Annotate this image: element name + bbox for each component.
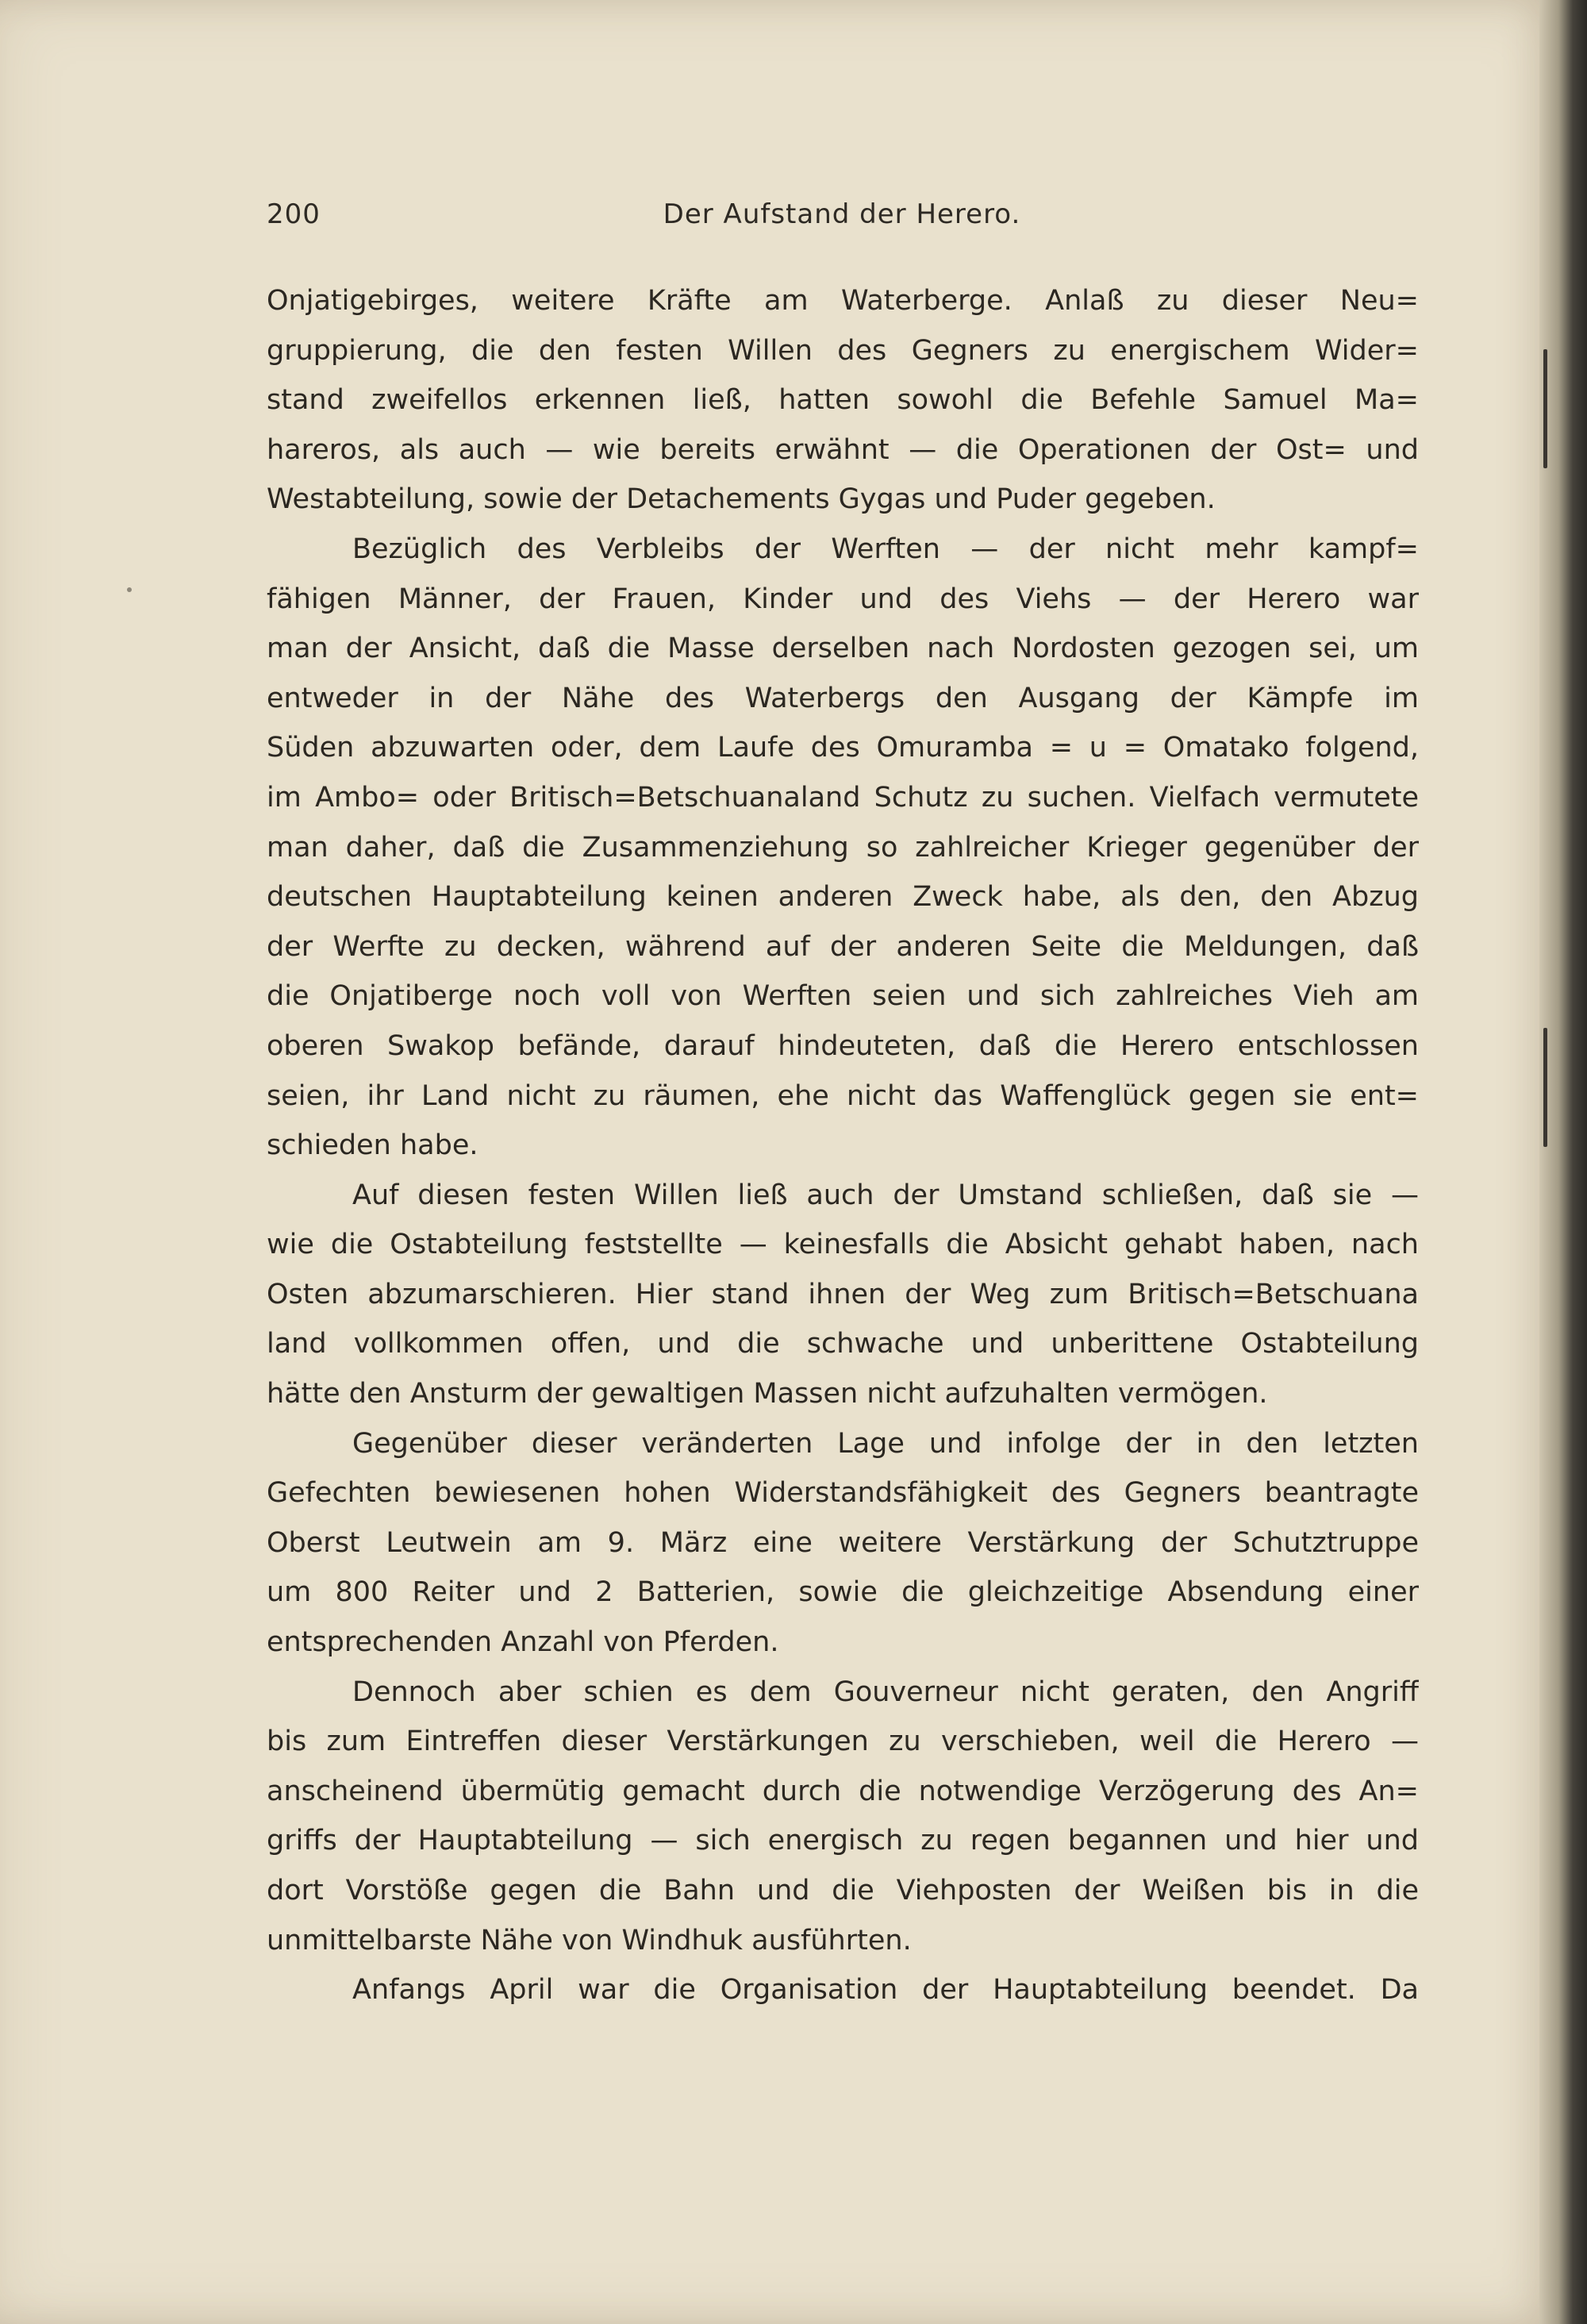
text-line: Oberst Leutwein am 9. März eine weitere Verstärkung der Schutztruppe xyxy=(267,1526,1419,1559)
body-text xyxy=(267,276,1419,2015)
text-line: dort Vorstöße gegen die Bahn und die Viehposten der Weißen bis in die xyxy=(267,1875,1419,1907)
text-line: stand zweifellos erkennen ließ, hatten sowohl die Befehle Samuel Ma= xyxy=(267,384,1419,417)
paragraph xyxy=(267,1171,1419,1419)
book-spine xyxy=(1539,0,1587,2324)
spine-mark-top xyxy=(1543,349,1547,468)
paragraph xyxy=(267,1419,1419,1668)
text-line: bis zum Eintreffen dieser Verstärkungen zu verschieben, weil die Herero — xyxy=(267,1726,1419,1758)
paragraph xyxy=(267,1965,1419,2015)
spine-mark-middle xyxy=(1543,1028,1547,1147)
text-line: unmittelbarste Nähe von Windhuk ausführten. xyxy=(267,1924,912,1957)
text-line: um 800 Reiter und 2 Batterien, sowie die gleichzeitige Absendung einer xyxy=(267,1576,1419,1609)
text-line: wie die Ostabteilung feststellte — keinesfalls die Absicht gehabt haben, nach xyxy=(267,1229,1419,1261)
text-line: Onjatigebirges, weitere Kräfte am Waterberge. Anlaß zu dieser Neu= xyxy=(267,285,1419,317)
running-title: Der Aufstand der Herero. xyxy=(663,198,1021,230)
text-line: Bezüglich des Verbleibs der Werften — der nicht mehr kampf= xyxy=(352,533,1419,565)
text-line: deutschen Hauptabteilung keinen anderen Zweck habe, als den, den Abzug xyxy=(267,881,1419,914)
text-line: Süden abzuwarten oder, dem Laufe des Omuramba = u = Omatako folgend, xyxy=(267,732,1419,764)
text-line: Westabteilung, sowie der Detachements Gygas und Puder gegeben. xyxy=(267,483,1216,516)
text-line: seien, ihr Land nicht zu räumen, ehe nicht das Waffenglück gegen sie ent= xyxy=(267,1079,1419,1112)
text-line: land vollkommen offen, und die schwache und unberittene Ostabteilung xyxy=(267,1328,1419,1360)
text-line: Auf diesen festen Willen ließ auch der Umstand schließen, daß sie — xyxy=(352,1179,1419,1211)
text-line: entweder in der Nähe des Waterbergs den Ausgang der Kämpfe im xyxy=(267,682,1419,714)
page-number: 200 xyxy=(267,198,321,230)
text-line: gruppierung, die den festen Willen des Gegners zu energischem Wider= xyxy=(267,334,1419,367)
text-line: Osten abzumarschieren. Hier stand ihnen der Weg zum Britisch=Betschuana xyxy=(267,1278,1419,1310)
text-line: die Onjatiberge noch voll von Werften seien und sich zahlreiches Vieh am xyxy=(267,980,1419,1013)
text-line: Gegenüber dieser veränderten Lage und infolge der in den letzten xyxy=(352,1427,1419,1460)
text-line: entsprechenden Anzahl von Pferden. xyxy=(267,1626,779,1659)
paragraph xyxy=(267,1668,1419,1966)
text-line: schieden habe. xyxy=(267,1129,478,1162)
text-line: Dennoch aber schien es dem Gouverneur nicht geraten, den Angriff xyxy=(352,1676,1419,1708)
text-line: griffs der Hauptabteilung — sich energisch zu regen begannen und hier und xyxy=(267,1825,1419,1857)
text-line: man der Ansicht, daß die Masse derselben nach Nordosten gezogen sei, um xyxy=(267,633,1419,665)
text-line: hätte den Ansturm der gewaltigen Massen nicht aufzuhalten vermögen. xyxy=(267,1378,1268,1410)
text-line: Anfangs April war die Organisation der Hauptabteilung beendet. Da xyxy=(352,1974,1419,2007)
text-line: oberen Swakop befände, darauf hindeuteten, daß die Herero entschlossen xyxy=(267,1029,1419,1062)
paragraph xyxy=(267,276,1419,525)
text-line: der Werfte zu decken, während auf der anderen Seite die Meldungen, daß xyxy=(267,930,1419,963)
paper-speck xyxy=(127,587,132,592)
text-line: anscheinend übermütig gemacht durch die notwendige Verzögerung des An= xyxy=(267,1775,1419,1807)
text-line: im Ambo= oder Britisch=Betschuanaland Schutz zu suchen. Vielfach vermutete xyxy=(267,781,1419,814)
text-line: Gefechten bewiesenen hohen Widerstandsfähigkeit des Gegners beantragte xyxy=(267,1477,1419,1510)
page-header xyxy=(267,198,1417,246)
text-line: hareros, als auch — wie bereits erwähnt — die Operationen der Ost= und xyxy=(267,433,1419,466)
text-line: fähigen Männer, der Frauen, Kinder und des Viehs — der Herero war xyxy=(267,583,1419,615)
text-line: man daher, daß die Zusammenziehung so zahlreicher Krieger gegenüber der xyxy=(267,831,1419,864)
paragraph xyxy=(267,525,1419,1171)
